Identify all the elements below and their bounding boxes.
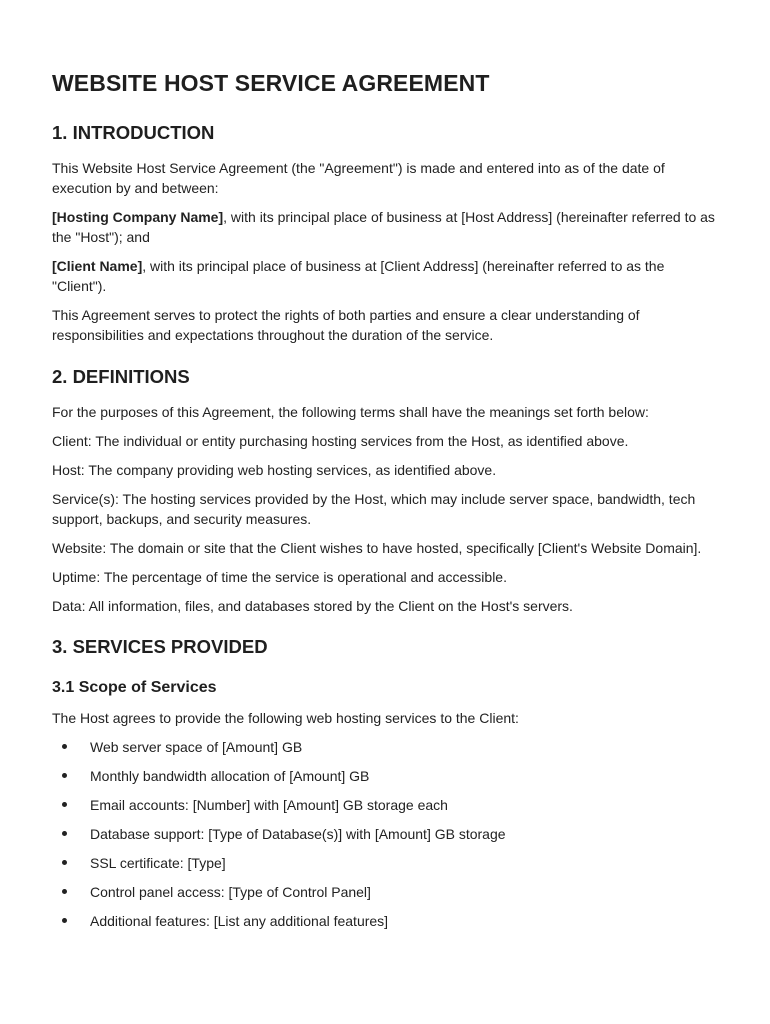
definition-website: Website: The domain or site that the Client wishes to have hosted, specifically [Client's Website Domain]. [52, 540, 702, 556]
definition-uptime: Uptime: The percentage of time the service is operational and accessible. [52, 569, 507, 585]
definition-host: Host: The company providing web hosting services, as identified above. [52, 462, 497, 478]
list-item [62, 911, 720, 931]
definition-services: Service(s): The hosting services provided by the Host, which may include server space, bandwidth, tech support, backups, and security measures. [52, 491, 696, 527]
section-heading: 1. INTRODUCTION [52, 122, 215, 143]
section-definitions [52, 366, 720, 616]
definition-data: Data: All information, files, and databases stored by the Client on the Host's servers. [52, 598, 573, 614]
bullet-icon [62, 773, 67, 778]
bullet-icon [62, 918, 67, 923]
section-heading: 3. SERVICES PROVIDED [52, 636, 268, 657]
definitions-intro: For the purposes of this Agreement, the following terms shall have the meanings set forth below: [52, 404, 649, 420]
host-company-name: [Hosting Company Name] [52, 209, 224, 225]
list-item-text: Email accounts: [Number] with [Amount] GB storage each [90, 797, 448, 813]
section-services-provided [52, 636, 720, 931]
list-item-text: Monthly bandwidth allocation of [Amount] GB [90, 768, 370, 784]
list-item [62, 737, 720, 757]
list-item-text: Database support: [Type of Database(s)] with [Amount] GB storage [90, 826, 506, 842]
services-intro: The Host agrees to provide the following web hosting services to the Client: [52, 710, 519, 726]
list-item-text: Web server space of [Amount] GB [90, 739, 303, 755]
list-item [62, 795, 720, 815]
bullet-icon [62, 744, 67, 749]
list-item-text: Additional features: [List any additional features] [90, 913, 389, 929]
list-item [62, 766, 720, 786]
host-party-text: , with its principal place of business at [Host Address] (hereinafter referred to as the "Host"); and [52, 209, 715, 245]
subsection-scope [52, 679, 720, 931]
bullet-icon [62, 802, 67, 807]
definition-client: Client: The individual or entity purchasing hosting services from the Host, as identified above. [52, 433, 629, 449]
list-item-text: Control panel access: [Type of Control Panel] [90, 884, 371, 900]
intro-paragraph: This Website Host Service Agreement (the "Agreement") is made and entered into as of the date of execution by and between: [52, 160, 665, 196]
client-party-text: , with its principal place of business at [Client Address] (hereinafter referred to as the "Client"). [52, 258, 665, 294]
client-party-paragraph [52, 256, 720, 296]
section-heading: 2. DEFINITIONS [52, 366, 190, 387]
bullet-icon [62, 831, 67, 836]
subsection-heading: 3.1 Scope of Services [52, 679, 217, 696]
list-item [62, 824, 720, 844]
host-party-paragraph [52, 207, 720, 247]
services-list [52, 737, 720, 931]
bullet-icon [62, 860, 67, 865]
section-introduction [52, 122, 720, 345]
list-item [62, 853, 720, 873]
list-item [62, 882, 720, 902]
client-name: [Client Name] [52, 258, 143, 274]
purpose-paragraph: This Agreement serves to protect the rights of both parties and ensure a clear understanding of responsibilities and expectations throughout the duration of the service. [52, 307, 640, 343]
list-item-text: SSL certificate: [Type] [90, 855, 226, 871]
document-title: WEBSITE HOST SERVICE AGREEMENT [52, 70, 490, 96]
bullet-icon [62, 889, 67, 894]
